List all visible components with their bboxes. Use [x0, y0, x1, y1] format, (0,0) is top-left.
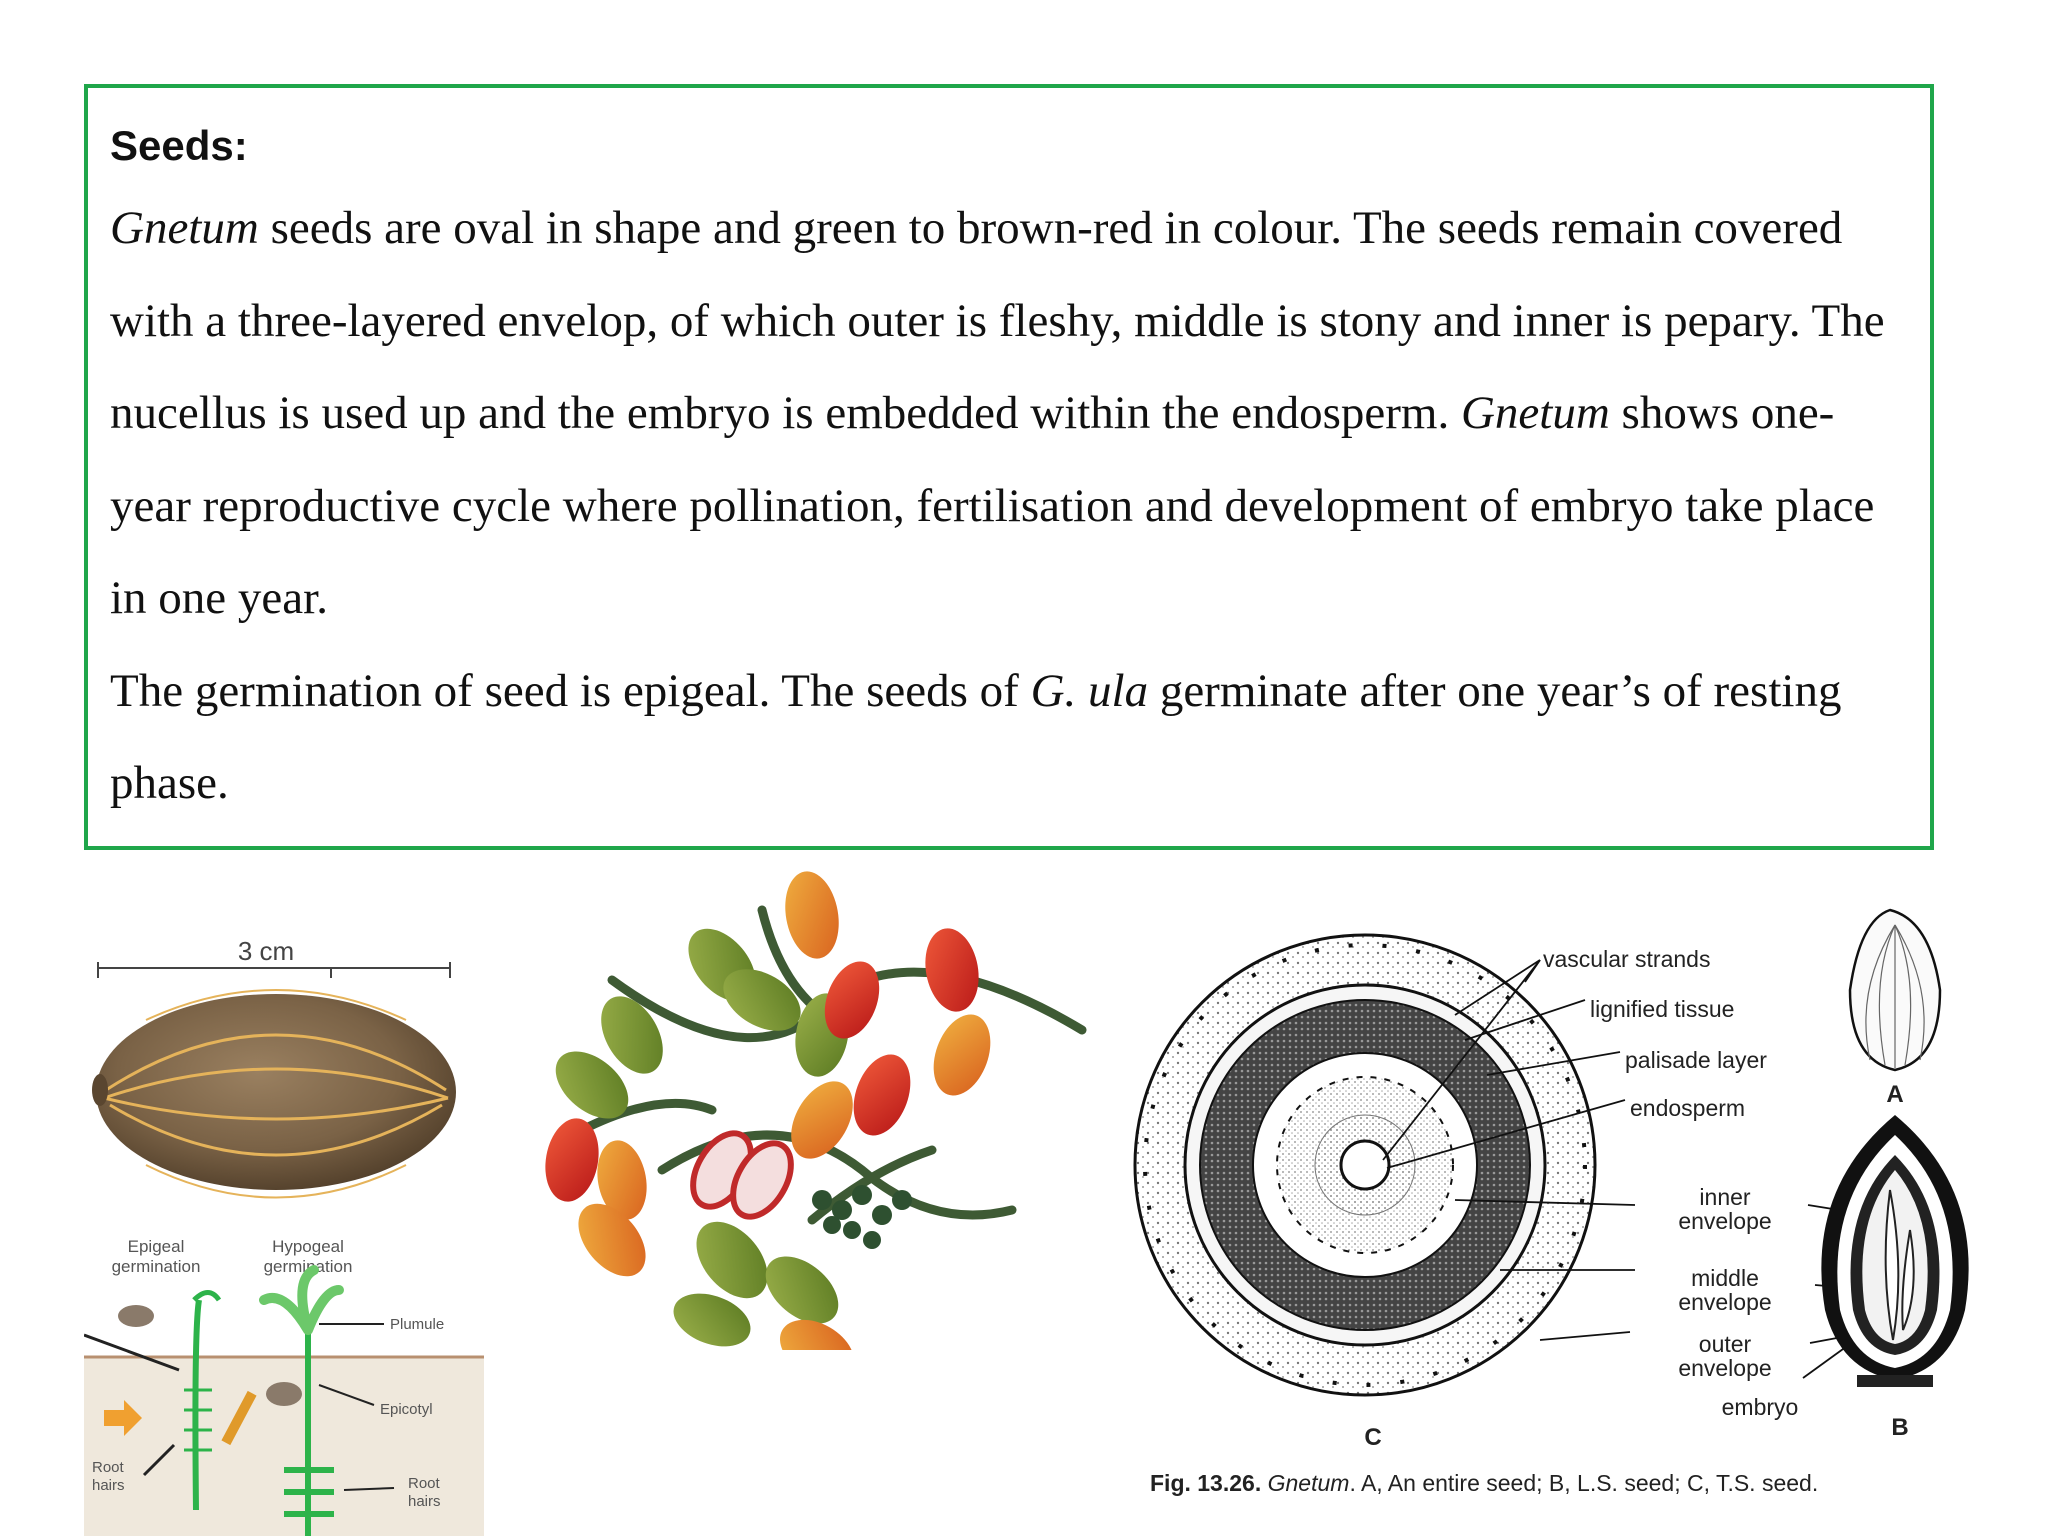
label-A: A — [1886, 1081, 1904, 1108]
root-hairs-right-1: Root — [408, 1475, 440, 1492]
label-outer-envelope-2: envelope — [1678, 1355, 1772, 1381]
epigeal-label-1: Epigeal — [127, 1237, 185, 1256]
label-inner-envelope-1: inner — [1699, 1184, 1751, 1210]
seed-photo — [86, 940, 462, 1240]
fig-number: Fig. 13.26. — [1150, 1470, 1262, 1496]
label-outer-envelope-1: outer — [1698, 1331, 1752, 1357]
root-hairs-right-2: hairs — [408, 1493, 441, 1510]
label-vascular-strands: vascular strands — [1543, 946, 1711, 972]
label-middle-envelope-2: envelope — [1678, 1289, 1772, 1315]
root-hairs-left-2: hairs — [92, 1477, 125, 1494]
hypogeal-label-2: germination — [263, 1257, 353, 1276]
heading: Seeds: — [110, 122, 248, 169]
ls-seed-B — [1821, 1115, 1968, 1387]
seed-body — [96, 994, 456, 1190]
paragraph-2 — [110, 645, 1908, 830]
genus-italic-2: Gnetum — [1460, 387, 1610, 439]
p2-text-1: The germination of seed is epigeal. The seeds of — [110, 664, 1031, 717]
label-embryo: embryo — [1721, 1394, 1799, 1420]
label-lignified-tissue: lignified tissue — [1590, 996, 1735, 1022]
figure-caption — [1150, 1470, 1990, 1497]
root-hairs-left-1: Root — [92, 1459, 124, 1476]
epigeal-label-2: germination — [111, 1257, 201, 1276]
label-endosperm: endosperm — [1630, 1095, 1746, 1121]
label-C: C — [1364, 1424, 1382, 1451]
text-box — [84, 84, 1934, 850]
label-B: B — [1891, 1414, 1909, 1441]
entire-seed-A — [1850, 910, 1940, 1070]
scale-label: 3 cm — [237, 940, 295, 966]
epicotyl-label: Epicotyl — [380, 1401, 433, 1418]
germination-diagram — [84, 1230, 484, 1536]
plumule-label: Plumule — [390, 1316, 445, 1333]
label-middle-envelope-1: middle — [1691, 1265, 1759, 1291]
species-italic: G. ula — [1030, 664, 1149, 717]
label-palisade-layer: palisade layer — [1625, 1047, 1767, 1073]
fig-genus: Gnetum — [1267, 1470, 1350, 1496]
p1-text-1: seeds are oval in shape and green to brown-red in colour. The seeds remain covered with a three-layered envelop, of which outer is fleshy, middle is stony and inner is pepary. The nucellus is used up and the embryo is embedded within the endosperm. — [110, 202, 1885, 439]
fig-caption-rest: . A, An entire seed; B, L.S. seed; C, T.S. seed. — [1349, 1470, 1819, 1496]
hypogeal-label-1: Hypogeal — [272, 1237, 344, 1256]
p1-text-2: shows one-year reproductive cycle where pollination, fertilisation and development of embryo take place in one year. — [110, 387, 1875, 624]
seed-anatomy-figure — [1125, 870, 1985, 1536]
fruit-cluster-photo — [512, 870, 1092, 1350]
label-inner-envelope-2: envelope — [1678, 1208, 1772, 1234]
paragraph-1 — [110, 182, 1908, 645]
p2-text-2: germinate after one year’s of resting phase. — [110, 664, 1842, 809]
genus-italic: Gnetum — [110, 202, 259, 254]
